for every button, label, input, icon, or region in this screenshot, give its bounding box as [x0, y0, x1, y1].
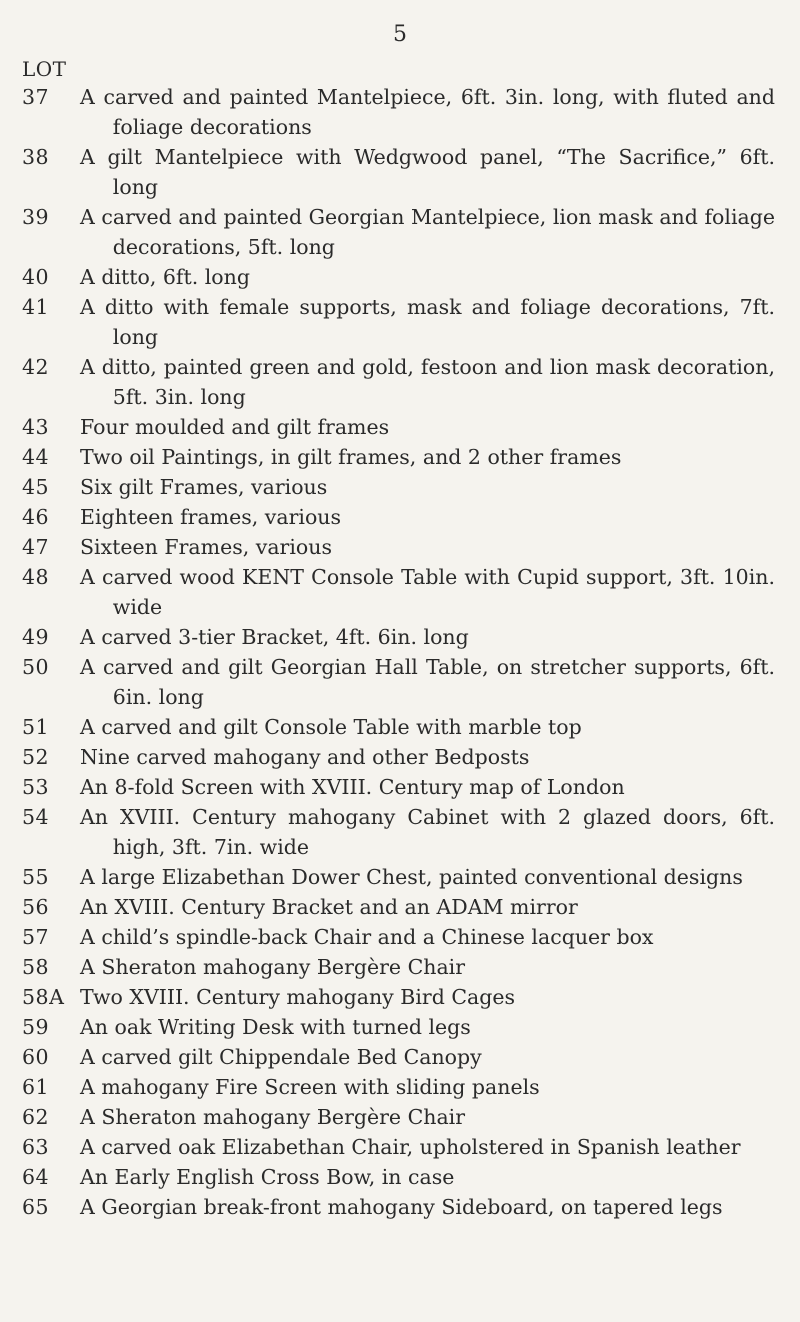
- lot-number: 46: [22, 505, 50, 529]
- lot-number: 43: [22, 415, 50, 439]
- list-item: [0, 262, 800, 292]
- lot-description: A carved oak Elizabethan Chair, upholstered in Spanish leather: [80, 1135, 741, 1159]
- lot-description: Eighteen frames, various: [80, 505, 342, 529]
- lot-number: 53: [22, 775, 50, 799]
- lot-number: 49: [22, 625, 50, 649]
- lot-description: A Georgian break-front mahogany Sideboard, on tapered legs: [80, 1195, 723, 1219]
- lot-description: An 8-fold Screen with XVIII. Century map of London: [80, 775, 625, 799]
- lot-description: A carved and gilt Georgian Hall Table, on stretcher supports, 6ft. 6in. long: [80, 655, 775, 709]
- lot-description: A carved gilt Chippendale Bed Canopy: [80, 1045, 482, 1069]
- lot-number: 60: [22, 1045, 50, 1069]
- lot-description: A ditto with female supports, mask and foliage decorations, 7ft. long: [80, 295, 775, 349]
- lot-number: 48: [22, 565, 50, 589]
- lot-description: A child’s spindle-back Chair and a Chinese lacquer box: [80, 925, 654, 949]
- lot-number: 44: [22, 445, 50, 469]
- lot-list: [0, 82, 800, 1222]
- lot-description: A Sheraton mahogany Bergère Chair: [80, 1105, 466, 1129]
- lot-number: 61: [22, 1075, 50, 1099]
- lot-description: A carved and gilt Console Table with marble top: [80, 715, 582, 739]
- lot-description: Four moulded and gilt frames: [80, 415, 390, 439]
- lot-description: A carved and painted Georgian Mantelpiece, lion mask and foliage decorations, 5ft. long: [80, 205, 775, 259]
- list-item: [0, 472, 800, 502]
- list-item: [0, 1192, 800, 1222]
- list-item: [0, 772, 800, 802]
- lot-description: A gilt Mantelpiece with Wedgwood panel, “The Sacrifice,” 6ft. long: [80, 145, 775, 199]
- lot-number: 51: [22, 715, 50, 739]
- lot-number: 39: [22, 205, 50, 229]
- lot-number: 52: [22, 745, 50, 769]
- lot-number: 45: [22, 475, 50, 499]
- lot-description: An Early English Cross Bow, in case: [80, 1165, 455, 1189]
- list-item: [0, 1162, 800, 1192]
- lot-number: 57: [22, 925, 50, 949]
- lot-number: 59: [22, 1015, 50, 1039]
- lot-number: 58A: [22, 985, 65, 1009]
- list-item: [0, 952, 800, 982]
- lot-description: Sixteen Frames, various: [80, 535, 332, 559]
- lot-description: Two oil Paintings, in gilt frames, and 2 other frames: [80, 445, 622, 469]
- lot-number: 42: [22, 355, 50, 379]
- lot-description: Nine carved mahogany and other Bedposts: [80, 745, 530, 769]
- list-item: [0, 622, 800, 652]
- lot-number: 55: [22, 865, 50, 889]
- lot-number: 58: [22, 955, 50, 979]
- list-item: [0, 1102, 800, 1132]
- lot-number: 54: [22, 805, 50, 829]
- list-item: [0, 412, 800, 442]
- lot-description: Two XVIII. Century mahogany Bird Cages: [80, 985, 516, 1009]
- lot-number: 38: [22, 145, 50, 169]
- lot-number: 62: [22, 1105, 50, 1129]
- list-item: [0, 502, 800, 532]
- list-item: [0, 82, 800, 142]
- lot-description: A ditto, 6ft. long: [80, 265, 250, 289]
- lot-description: A Sheraton mahogany Bergère Chair: [80, 955, 466, 979]
- lot-number: 56: [22, 895, 50, 919]
- lot-description: A carved 3-tier Bracket, 4ft. 6in. long: [80, 625, 469, 649]
- list-item: [0, 712, 800, 742]
- list-item: [0, 1132, 800, 1162]
- lot-description: An XVIII. Century mahogany Cabinet with 2 glazed doors, 6ft. high, 3ft. 7in. wide: [80, 805, 775, 859]
- lot-description: Six gilt Frames, various: [80, 475, 328, 499]
- lot-number: 50: [22, 655, 50, 679]
- lot-description: An XVIII. Century Bracket and an ADAM mirror: [80, 895, 578, 919]
- list-item: [0, 862, 800, 892]
- list-item: [0, 292, 800, 352]
- lot-description: A carved wood KENT Console Table with Cupid support, 3ft. 10in. wide: [80, 565, 775, 619]
- list-item: [0, 532, 800, 562]
- lot-description: A large Elizabethan Dower Chest, painted conventional designs: [80, 865, 743, 889]
- lot-description: An oak Writing Desk with turned legs: [80, 1015, 471, 1039]
- list-item: [0, 202, 800, 262]
- lot-number: 40: [22, 265, 50, 289]
- list-item: [0, 802, 800, 862]
- lot-description: A carved and painted Mantelpiece, 6ft. 3in. long, with fluted and foliage decorations: [80, 85, 775, 139]
- list-item: [0, 742, 800, 772]
- lot-number: 63: [22, 1135, 50, 1159]
- lot-number: 47: [22, 535, 50, 559]
- lot-column-heading: LOT: [22, 57, 67, 81]
- list-item: [0, 652, 800, 712]
- list-item: [0, 922, 800, 952]
- lot-number: 65: [22, 1195, 50, 1219]
- list-item: [0, 142, 800, 202]
- lot-number: 64: [22, 1165, 50, 1189]
- list-item: [0, 1042, 800, 1072]
- lot-description: A mahogany Fire Screen with sliding panels: [80, 1075, 540, 1099]
- page-number: 5: [393, 22, 407, 47]
- list-item: [0, 442, 800, 472]
- list-item: [0, 892, 800, 922]
- lot-description: A ditto, painted green and gold, festoon and lion mask decoration, 5ft. 3in. long: [80, 355, 775, 409]
- list-item: [0, 982, 800, 1012]
- list-item: [0, 1012, 800, 1042]
- list-item: [0, 562, 800, 622]
- lot-number: 37: [22, 85, 50, 109]
- list-item: [0, 352, 800, 412]
- list-item: [0, 1072, 800, 1102]
- lot-number: 41: [22, 295, 50, 319]
